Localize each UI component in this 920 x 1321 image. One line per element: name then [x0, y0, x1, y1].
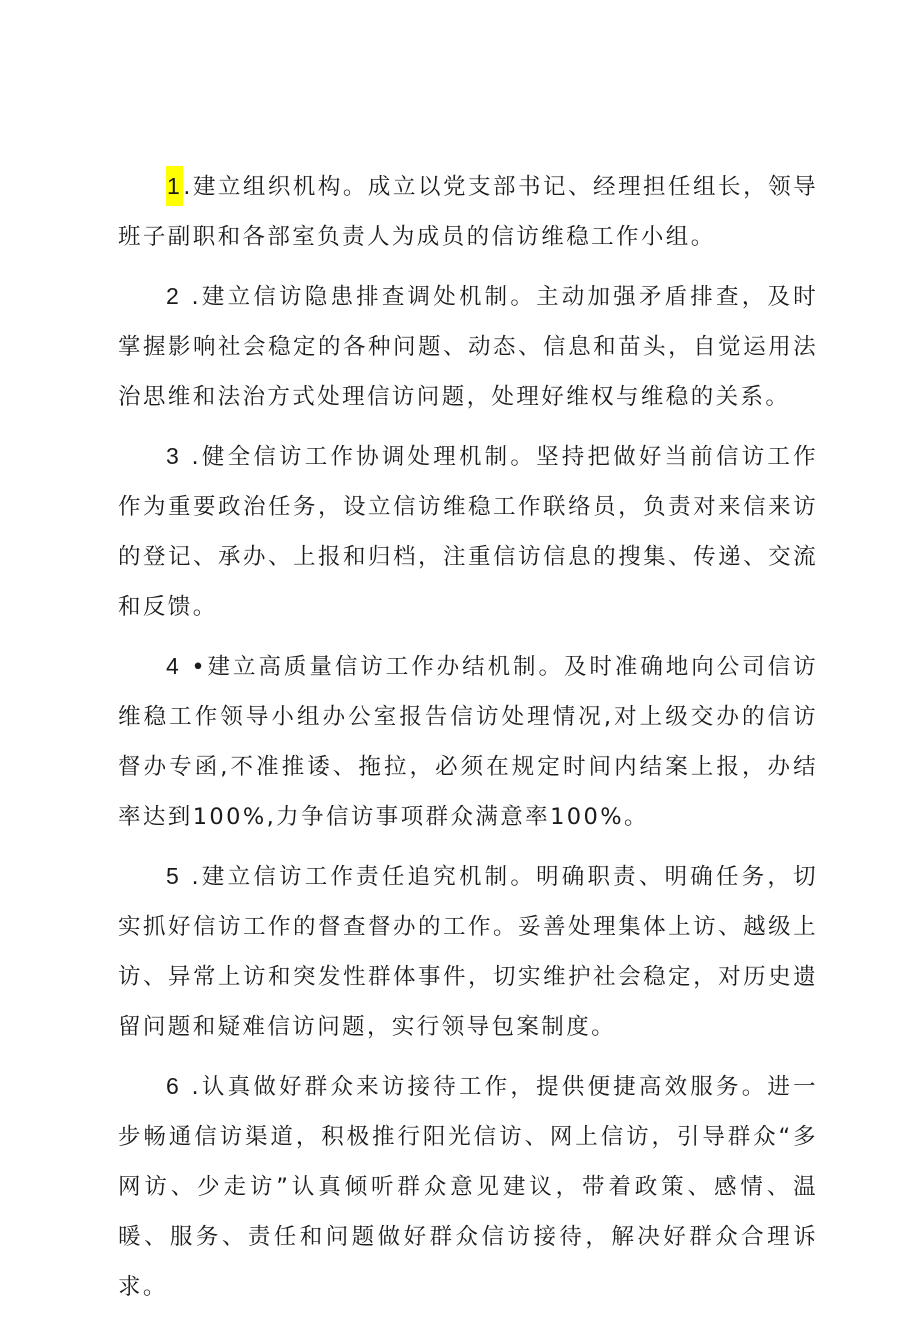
- paragraph-number: 2: [166, 283, 182, 309]
- paragraph-separator: •: [181, 654, 207, 680]
- paragraph-number: 3: [166, 443, 182, 469]
- paragraph-2: [118, 271, 818, 422]
- paragraph-3: [118, 431, 818, 632]
- paragraph-separator: .: [181, 1074, 202, 1100]
- paragraph-separator: .: [181, 864, 202, 890]
- paragraph-number: 5: [166, 863, 182, 889]
- paragraph-text: 建立高质量信访工作办结机制。及时准确地向公司信访维稳工作领导小组办公室报告信访处理情况,对上级交办的信访督办专函,不准推诿、拖拉，必须在规定时间内结案上报，办结率达到100%,力争信访事项群众满意率100%。: [118, 654, 818, 830]
- paragraph-separator: .: [181, 284, 202, 310]
- paragraph-number: 6: [166, 1073, 182, 1099]
- paragraph-text: 建立组织机构。成立以党支部书记、经理担任组长，领导班子副职和各部室负责人为成员的信访维稳工作小组。: [118, 174, 818, 250]
- paragraph-text: 健全信访工作协调处理机制。坚持把做好当前信访工作作为重要政治任务，设立信访维稳工作联络员，负责对来信来访的登记、承办、上报和归档，注重信访信息的搜集、传递、交流和反馈。: [118, 444, 819, 620]
- paragraph-number: 1: [166, 166, 183, 206]
- paragraph-separator: .: [183, 174, 193, 200]
- paragraph-number: 4: [166, 653, 182, 679]
- paragraph-separator: .: [181, 444, 202, 470]
- paragraph-5: [118, 851, 818, 1052]
- paragraph-1: [118, 162, 818, 262]
- document-body: [118, 162, 818, 1321]
- paragraph-text: 建立信访隐患排查调处机制。主动加强矛盾排查，及时掌握影响社会稳定的各种问题、动态、信息和苗头，自觉运用法治思维和法治方式处理信访问题，处理好维权与维稳的关系。: [118, 284, 819, 410]
- paragraph-text: 认真做好群众来访接待工作，提供便捷高效服务。进一步畅通信访渠道，积极推行阳光信访、网上信访，引导群众“多网访、少走访”认真倾听群众意见建议，带着政策、感情、温暖、服务、责任和问题做好群众信访接待，解决好群众合理诉求。: [118, 1074, 819, 1300]
- paragraph-text: 建立信访工作责任追究机制。明确职责、明确任务，切实抓好信访工作的督查督办的工作。妥善处理集体上访、越级上访、异常上访和突发性群体事件，切实维护社会稳定，对历史遗留问题和疑难信访问题，实行领导包案制度。: [118, 864, 819, 1040]
- paragraph-6: [118, 1061, 818, 1312]
- paragraph-4: [118, 641, 818, 842]
